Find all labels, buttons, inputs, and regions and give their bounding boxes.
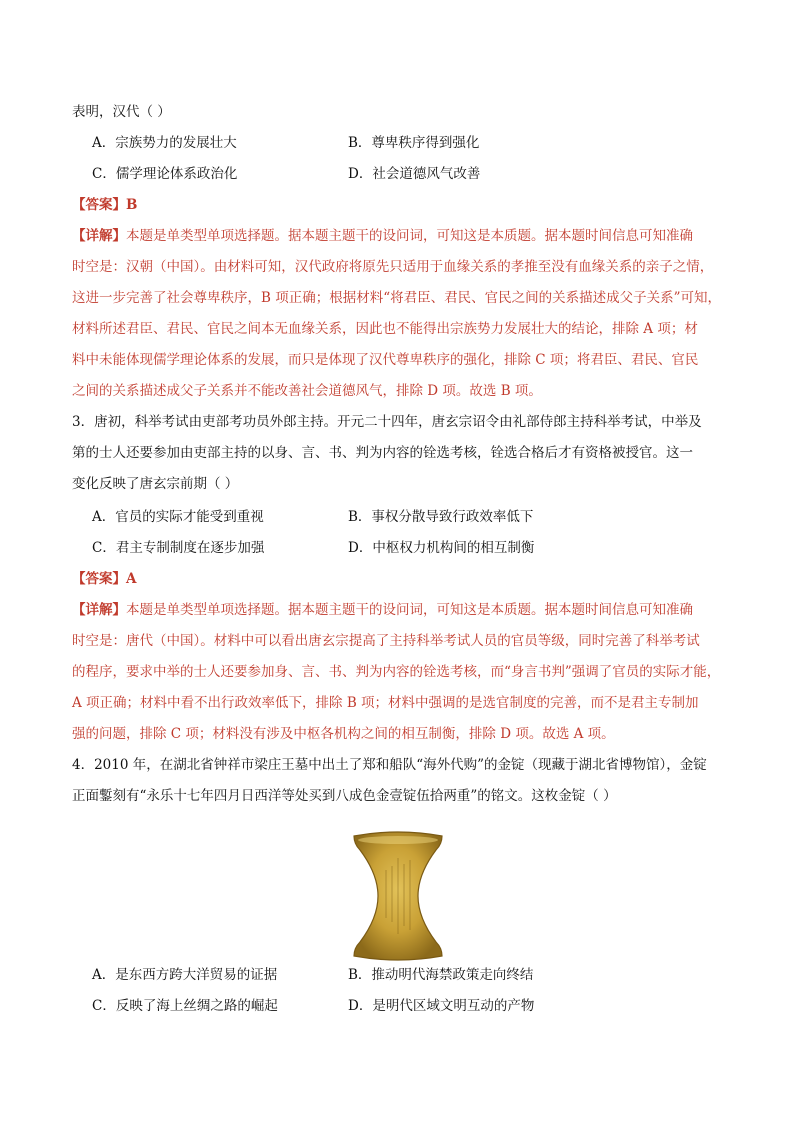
q4-option-b: B．推动明代海禁政策走向终结	[348, 967, 534, 983]
q2-detail-line-1: 【详解】本题是单类型单项选择题。据本题主题干的设问词，可知这是本质题。据本题时间信息可知准确	[72, 228, 693, 244]
q2-answer-label: 【答案】	[72, 197, 126, 213]
q2-stem-tail: 表明，汉代（ ）	[72, 104, 171, 120]
q3-answer	[72, 570, 136, 588]
q2-detail-line-2: 时空是：汉朝（中国）。由材料可知，汉代政府将原先只适用于血缘关系的孝推至没有血缘关系的亲子之情，	[72, 259, 714, 275]
q2-detail-line-4: 材料所述君臣、君民、官民之间本无血缘关系，因此也不能得出宗族势力发展壮大的结论，排除 A 项；材	[72, 321, 698, 337]
q3-option-a: A．官员的实际才能受到重视	[92, 509, 264, 525]
q3-option-d: D．中枢权力机构间的相互制衡	[348, 540, 535, 556]
q3-detail-line-4: A 项正确；材料中看不出行政效率低下，排除 B 项；材料中强调的是选官制度的完善，而不是君主专制加	[72, 695, 699, 711]
q4-stem-line-1: 4．2010 年，在湖北省钟祥市梁庄王墓中出土了郑和船队“海外代购”的金锭（现藏于湖北省博物馆），金锭	[72, 757, 707, 773]
q4-option-c: C．反映了海上丝绸之路的崛起	[92, 998, 278, 1014]
q2-option-a: A．宗族势力的发展壮大	[92, 135, 237, 151]
q3-stem-line-2: 第的士人还要参加由吏部主持的以身、言、书、判为内容的铨选考核，铨选合格后才有资格被授官。这一	[72, 445, 693, 461]
q3-option-c: C．君主专制制度在逐步加强	[92, 540, 265, 556]
q3-answer-label: 【答案】	[72, 571, 126, 587]
q3-detail-line-3: 的程序，要求中举的士人还要参加身、言、书、判为内容的铨选考核，而“身言书判”强调了官员的实际才能，	[72, 664, 721, 680]
q3-option-b: B．事权分散导致行政效率低下	[348, 509, 534, 525]
q3-detail-line-2: 时空是：唐代（中国）。材料中可以看出唐玄宗提高了主持科举考试人员的官员等级，同时完善了科举考试	[72, 633, 700, 649]
gold-ingot-illustration	[344, 830, 452, 962]
q2-answer-value: B	[126, 197, 138, 213]
q2-option-c: C．儒学理论体系政治化	[92, 166, 238, 182]
q2-option-b: B．尊卑秩序得到强化	[348, 135, 480, 151]
q2-detail-label: 【详解】	[72, 228, 126, 244]
q3-stem-line-3: 变化反映了唐玄宗前期（ ）	[72, 476, 239, 492]
q2-option-d: D．社会道德风气改善	[348, 166, 481, 182]
q2-answer	[72, 196, 137, 214]
q3-detail-line-1: 【详解】本题是单类型单项选择题。据本题主题干的设问词，可知这是本质题。据本题时间信息可知准确	[72, 602, 693, 618]
q3-answer-value: A	[126, 571, 137, 587]
q2-detail-line-5: 料中未能体现儒学理论体系的发展，而只是体现了汉代尊卑秩序的强化，排除 C 项；将君臣、君民、官民	[72, 352, 699, 368]
q4-option-a: A．是东西方跨大洋贸易的证据	[92, 967, 278, 983]
q3-detail-label: 【详解】	[72, 602, 126, 618]
q3-detail-line-5: 强的问题，排除 C 项；材料没有涉及中枢各机构之间的相互制衡，排除 D 项。故选 A 项。	[72, 726, 615, 742]
q4-option-d: D．是明代区域文明互动的产物	[348, 998, 535, 1014]
q2-detail-line-3: 这进一步完善了社会尊卑秩序，B 项正确；根据材料“将君臣、君民、官民之间的关系描述成父子关系”可知，	[72, 290, 722, 306]
q2-detail-line-6: 之间的关系描述成父子关系并不能改善社会道德风气，排除 D 项。故选 B 项。	[72, 383, 542, 399]
q4-stem-line-2: 正面鏨刻有“永乐十七年四月日西洋等处买到八成色金壹锭伍拾两重”的铭文。这枚金锭（ ）	[72, 788, 617, 804]
q3-stem-line-1: 3．唐初，科举考试由吏部考功员外郎主持。开元二十四年，唐玄宗诏令由礼部侍郎主持科举考试，中举及	[72, 414, 702, 430]
gold-ingot-image	[344, 830, 452, 962]
